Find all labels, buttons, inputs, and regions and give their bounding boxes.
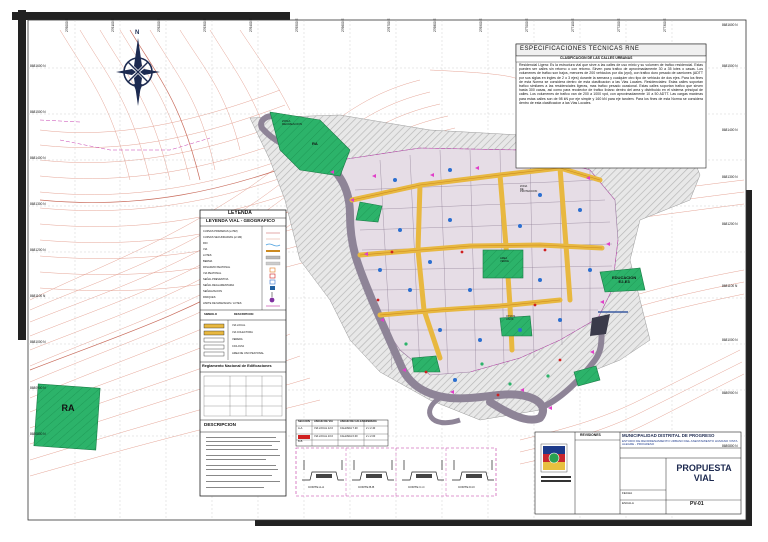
grid-label: 277200 E xyxy=(617,18,621,32)
plan-code: PV-01 xyxy=(690,501,704,507)
municipality-logo xyxy=(541,444,567,472)
grid-label: 8681600 N xyxy=(722,23,738,27)
grid-label: 8681400 N xyxy=(30,156,46,160)
grid-label: 276800 E xyxy=(433,18,437,32)
grid-label: 8681200 N xyxy=(30,248,46,252)
sheet-title: PROPUESTA VIAL xyxy=(676,463,732,483)
table-cell: B-B xyxy=(298,440,303,443)
legend-title: LEYENDA xyxy=(228,210,252,216)
zone-label: ZONA DE PROTECCION xyxy=(520,185,538,194)
table-cell: CALZADA 6.00 xyxy=(340,435,358,438)
grid-label: 8681000 N xyxy=(722,338,738,342)
specs-body: Residencial Ligera: Es la estructura vial que sirve a las calles de uso mixto y su volumen de trafico residencial. Estas pueden ser calles sin retorno o con retorno. Sirven para trafico de aproximadamente 30 a 35 lotes o casas. Los volumenes de trafico son bajos, menores de 200 vehiculos por dia (vpd), con trafico duro pesado de camiones (ADTT por sus siglas en ingles de 2 o 3 ejes) durante la semana y cualquier otro tipo de vehiculo de dos ejes. Para los fines de esta Norma se considera dentro de esta clasificacion a las Vias Locales. Residenciales: Estas calles soportan trafico similares a las residenciales ligeras, mas trafico pesado ocasional. Estas calles soportan trafico que sirven hasta 300 casas, asi como para recolector de trafico liviano dentro del area y distribuido en el sistema principal de calles. Los volumenes de trafico van de 200 a 1000 vpd, con aproximadamente 10 a 50 ADTT. Las cargas maximas para estas calles son de 98 kN por eje simple y 160 kN para eje tandem. Para los fines de esta Norma se considera dentro de esta clasificacion a las Vias Locales. xyxy=(519,63,703,105)
symbol-item: VEREDA xyxy=(232,338,243,341)
legend-subtitle: LEYENDA VIAL - GEOGRAFICO xyxy=(206,218,275,223)
grid-label: 8681200 N xyxy=(722,222,738,226)
legend-item: PASADIZO PEATONAL xyxy=(203,266,231,269)
date-label: FECHA xyxy=(622,491,633,495)
legend-item: SEÑALIZACION xyxy=(203,290,223,293)
legend-item: RIO xyxy=(203,242,208,245)
table-cell: A-A xyxy=(298,427,303,430)
scale-label: ESCALA xyxy=(622,501,634,505)
reglamento-title: Reglamento Nacional de Edificaciones xyxy=(202,364,272,368)
municipality-name: MUNICIPALIDAD DISTRITAL DE PROGRESO xyxy=(622,433,715,438)
education-label: EDUCACION E2-E3 xyxy=(612,275,637,285)
grid-label: 8681500 N xyxy=(722,64,738,68)
park-label-recreation: ZONA RECREACION xyxy=(282,119,303,127)
park-label-ra-large: RA xyxy=(61,403,75,413)
grid-label: 276200 E xyxy=(157,18,161,32)
table-cell: VIA LOCAL 12.0 xyxy=(314,427,333,430)
cross-section-label: CORTE B-B xyxy=(358,485,375,489)
grid-label: 8681100 N xyxy=(30,294,46,298)
legend-item: CURVAS SECUNDARIAS (e=1M) xyxy=(203,236,243,239)
table-header-cell: ANCHO DE VIA xyxy=(314,420,333,423)
legend-item: VIA PEATONAL xyxy=(203,272,222,275)
symbol-item: AREA DE USO PEATONAL xyxy=(232,352,264,355)
grid-label: 8681400 N xyxy=(722,128,738,132)
grid-label: 8680800 N xyxy=(30,432,46,436)
cross-section-label: CORTE D-D xyxy=(458,485,475,489)
project-name: ESTUDIO DE REORDENAMIENTO URBANO DEL ASENTAMIENTO HUMANO VISTA ALEGRE - PROGRESO xyxy=(622,439,738,447)
descripcion-title: DESCRIPCION xyxy=(204,422,236,427)
grid-labels-top xyxy=(0,20,768,30)
zone-label: OTROS USOS xyxy=(506,315,516,321)
table-header-cell: SECCION xyxy=(298,420,310,423)
legend-item: VIA xyxy=(203,248,208,251)
specs-title: ESPECIFICACIONES TECNICAS RNE xyxy=(520,46,640,52)
grid-label: 276100 E xyxy=(111,18,115,32)
specs-subtitle: CLASIFICACION DE LAS CALLES URBANAS xyxy=(560,56,633,60)
table-header-cell: ANCHO DE CALZADA xyxy=(340,420,368,423)
grid-label: 8681100 N xyxy=(722,284,738,288)
grid-label: 276500 E xyxy=(295,18,299,32)
grid-label: 8680900 N xyxy=(722,391,738,395)
grid-label: 8680800 N xyxy=(722,444,738,448)
grid-label: 8681000 N xyxy=(30,340,46,344)
legend-item: SEÑAL PREVENTIVA xyxy=(203,278,229,281)
legend-item: SEÑAL REGLAMENTARIA xyxy=(203,284,235,287)
park-label-ra-top: RA xyxy=(312,141,318,146)
grid-label: 8681500 N xyxy=(30,110,46,114)
grid-label: 276300 E xyxy=(203,18,207,32)
zone-label: AREA VERDE xyxy=(500,257,509,263)
legend-item: BERMA xyxy=(203,260,213,263)
grid-label: 8681600 N xyxy=(30,64,46,68)
legend-item: CURVAS PRIMARIAS (e=5M) xyxy=(203,230,238,233)
symbols-header-col1: SIMBOLO xyxy=(204,312,218,316)
cross-section-label: CORTE C-C xyxy=(408,485,425,489)
grid-label: 277300 E xyxy=(663,18,667,32)
grid-label: 8680900 N xyxy=(30,386,46,390)
legend-item: PARQUES xyxy=(203,296,216,299)
legend-item: LOTES xyxy=(203,254,212,257)
table-cell: CALZADA 7.20 xyxy=(340,427,358,430)
symbol-item: VIA LOCAL xyxy=(232,324,246,327)
table-cell: VIA LOCAL 10.0 xyxy=(314,435,333,438)
table-cell: 2 x 2.00 xyxy=(366,435,376,438)
north-label: N xyxy=(135,30,140,36)
grid-label: 277000 E xyxy=(525,18,529,32)
legend-item: LIMITE DE MANZANAS / LOTES xyxy=(203,302,242,305)
symbols-header-col2: DESCRIPCION xyxy=(234,312,254,316)
grid-label: 276900 E xyxy=(479,18,483,32)
grid-label: 276400 E xyxy=(249,18,253,32)
grid-label: 8681300 N xyxy=(30,202,46,206)
table-header-cell: VEREDA xyxy=(366,420,377,423)
revisiones-label: REVISIONES xyxy=(580,433,601,437)
table-cell: 2 x 2.40 xyxy=(366,427,376,430)
grid-label: 277100 E xyxy=(571,18,575,32)
symbol-item: VIA COLECTORA xyxy=(232,331,253,334)
grid-label: 276700 E xyxy=(387,18,391,32)
grid-label: 276600 E xyxy=(341,18,345,32)
grid-label: 8681300 N xyxy=(722,175,738,179)
grid-label: 276000 E xyxy=(65,18,69,32)
cross-section-label: CORTE A-A xyxy=(308,485,325,489)
symbol-item: CICLOVIA xyxy=(232,345,245,348)
